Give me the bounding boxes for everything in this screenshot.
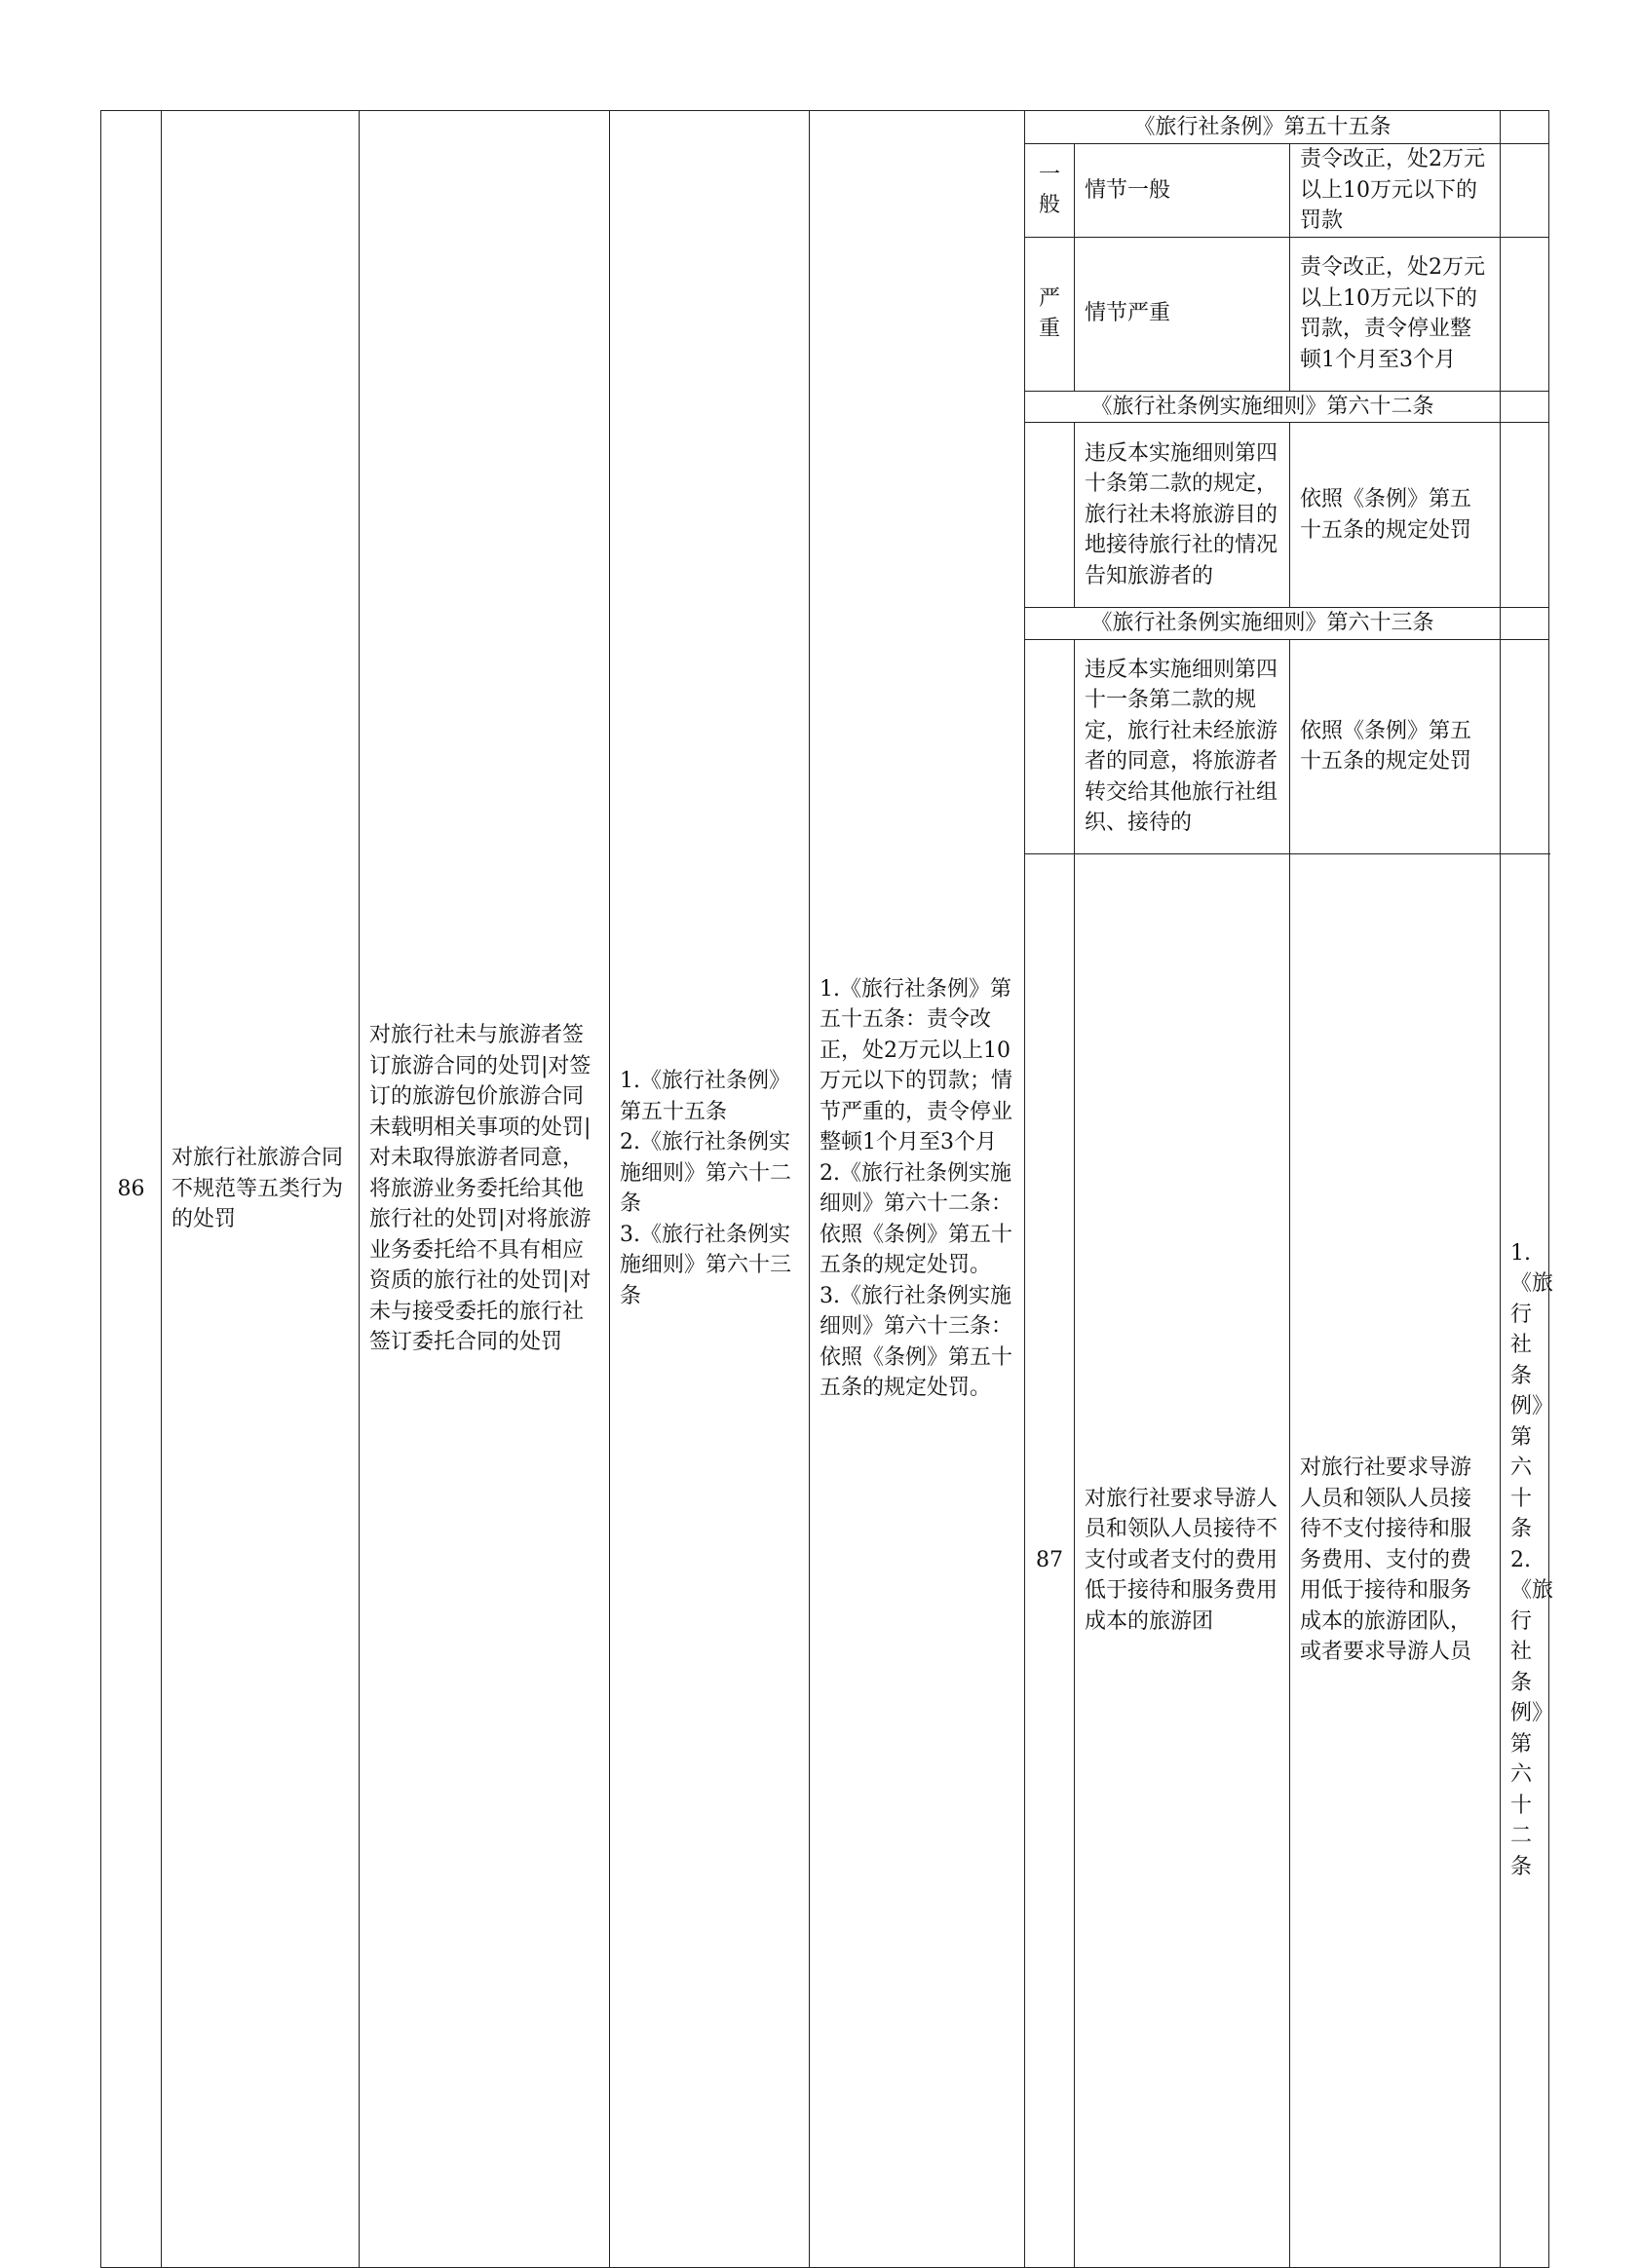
remark-cell xyxy=(1501,391,1549,423)
penalty-provisions-cell: 1.《旅行社条例》第五十五条：责令改正，处2万元以上10万元以下的罚款；情节严重的，责令停业整顿1个月至3个月 2.《旅行社条例实施细则》第六十二条：依照《条例》第五十五条的规定处罚。 3.《旅行社条例实施细则》第六十三条：依照《条例》第五十五条的规定处罚。 xyxy=(810,111,1025,2268)
remark-cell xyxy=(1501,423,1549,608)
remark-cell xyxy=(1501,639,1549,853)
level-cell: 严重 xyxy=(1025,237,1075,391)
item-name-cell: 对旅行社旅游合同不规范等五类行为的处罚 xyxy=(162,111,360,2268)
group-title: 《旅行社条例实施细则》第六十二条 xyxy=(1025,391,1501,423)
remark-cell xyxy=(1501,237,1549,391)
level-cell xyxy=(1025,423,1075,608)
basis-cell: 1.《旅行社条例》第五十五条 2.《旅行社条例实施细则》第六十二条 3.《旅行社条例实施细则》第六十三条 xyxy=(610,111,810,2268)
penalty-table xyxy=(100,110,1554,2268)
basis-cell: 1.《旅行社条例》第六十条 2.《旅行社条例》第六十二条 xyxy=(1501,853,1549,2267)
standard-cell: 依照《条例》第五十五条的规定处罚 xyxy=(1290,639,1501,853)
table-row xyxy=(101,111,1549,144)
sub-items-cell: 对旅行社要求导游人员和领队人员接待不支付接待和服务费用、支付的费用低于接待和服务成本的旅游团队，或者要求导游人员 xyxy=(1290,853,1501,2267)
level-cell: 一般 xyxy=(1025,144,1075,238)
remark-cell xyxy=(1501,608,1549,640)
sub-items-cell: 对旅行社未与旅游者签订旅游合同的处罚|对签订的旅游包价旅游合同未载明相关事项的处罚|对未取得旅游者同意，将旅游业务委托给其他旅行社的处罚|对将旅游业务委托给不具有相应资质的旅行社的处罚|对未与接受委托的旅行社签订委托合同的处罚 xyxy=(360,111,610,2268)
level-cell xyxy=(1025,639,1075,853)
row-index: 86 xyxy=(101,111,162,2268)
item-name-cell: 对旅行社要求导游人员和领队人员接待不支付或者支付的费用低于接待和服务费用成本的旅游团 xyxy=(1075,853,1290,2267)
standard-cell: 责令改正，处2万元以上10万元以下的罚款，责令停业整顿1个月至3个月 xyxy=(1290,237,1501,391)
circumstance-cell: 违反本实施细则第四十条第二款的规定，旅行社未将旅游目的地接待旅行社的情况告知旅游者的 xyxy=(1075,423,1290,608)
remark-cell xyxy=(1501,144,1549,238)
remark-cell xyxy=(1501,111,1549,144)
standard-cell: 责令改正，处2万元以上10万元以下的罚款 xyxy=(1290,144,1501,238)
circumstance-cell: 违反本实施细则第四十一条第二款的规定，旅行社未经旅游者的同意，将旅游者转交给其他旅行社组织、接待的 xyxy=(1075,639,1290,853)
circumstance-cell: 情节一般 xyxy=(1075,144,1290,238)
circumstance-cell: 情节严重 xyxy=(1075,237,1290,391)
group-title: 《旅行社条例实施细则》第六十三条 xyxy=(1025,608,1501,640)
row-index: 87 xyxy=(1025,853,1075,2267)
standard-cell: 依照《条例》第五十五条的规定处罚 xyxy=(1290,423,1501,608)
group-title: 《旅行社条例》第五十五条 xyxy=(1025,111,1501,144)
